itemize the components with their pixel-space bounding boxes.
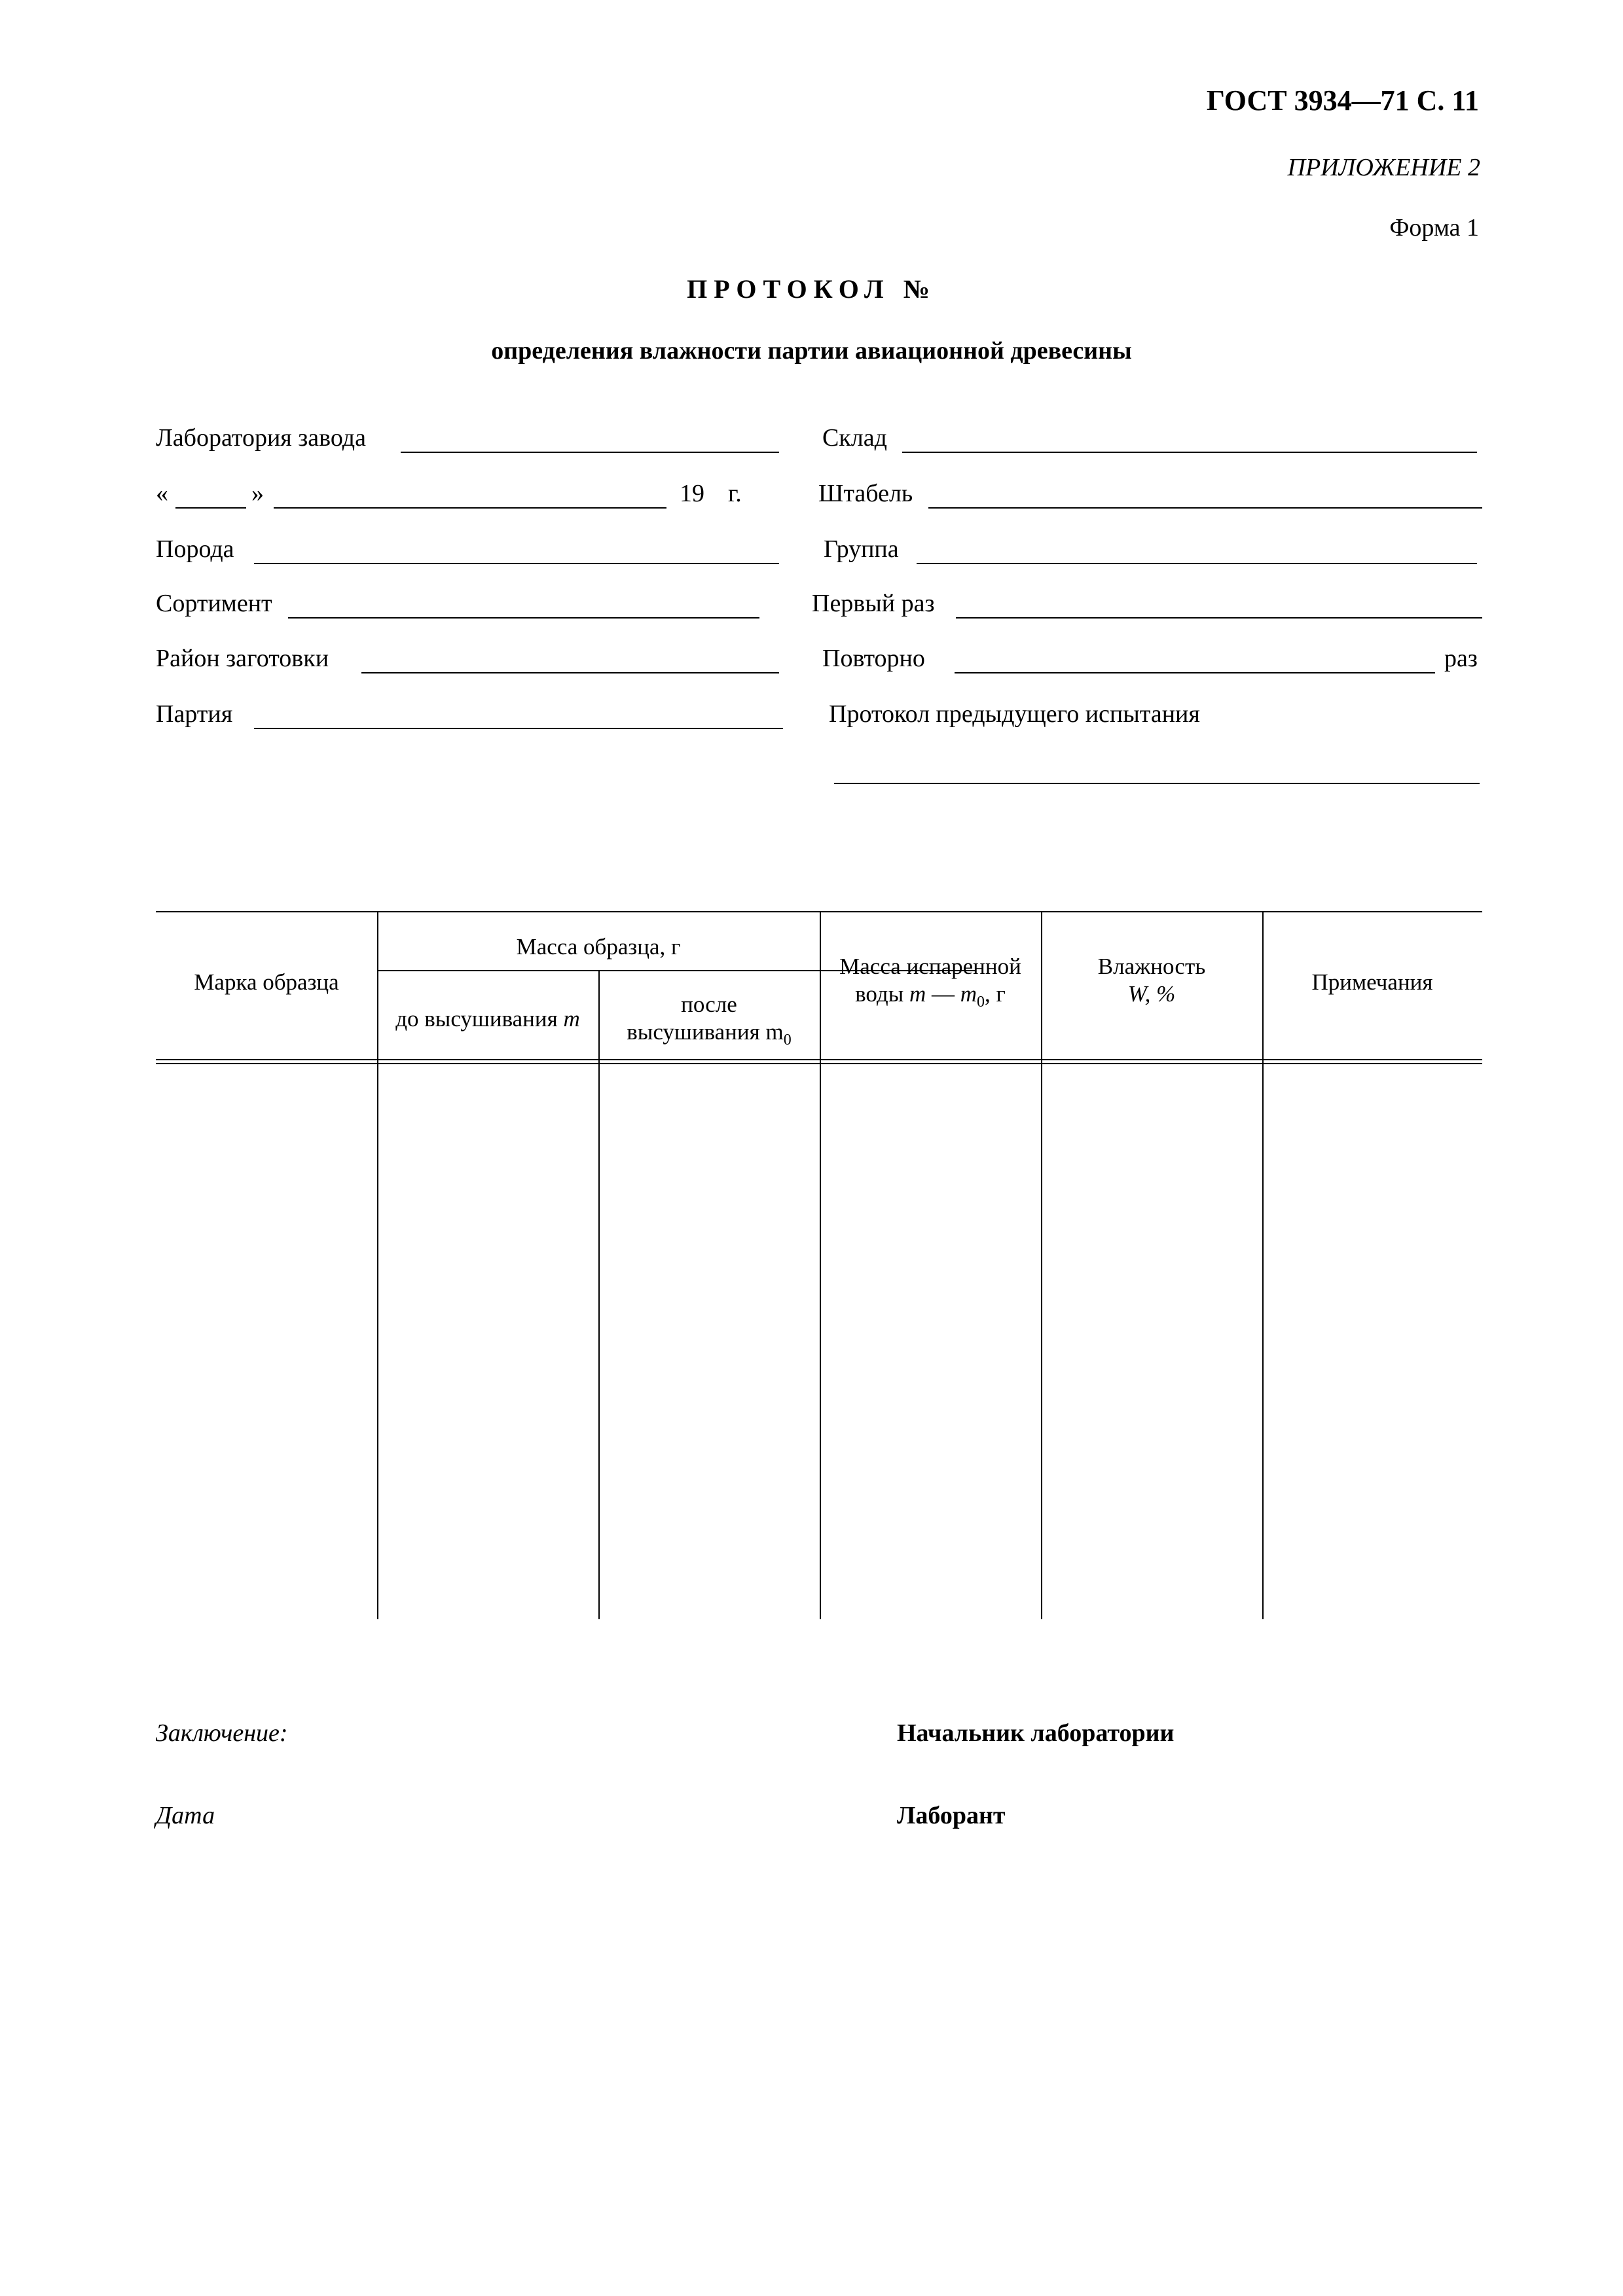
date-month-input[interactable] (274, 507, 666, 509)
field-repeat-suffix: раз (1444, 645, 1478, 672)
field-group-input[interactable] (917, 563, 1477, 564)
header-moisture (1041, 953, 1262, 1008)
field-species-label: Порода (156, 535, 234, 563)
field-stack-input[interactable] (928, 507, 1482, 509)
header-evaporated-line1: Масса испаренной (839, 954, 1021, 979)
column-divider (598, 970, 600, 1619)
column-divider (1262, 911, 1264, 1619)
date-label: Дата (156, 1802, 215, 1829)
field-batch-input[interactable] (254, 728, 783, 729)
appendix-label: ПРИЛОЖЕНИЕ 2 (1287, 154, 1480, 181)
conclusion-label: Заключение: (156, 1719, 288, 1747)
field-lab-input[interactable] (401, 452, 779, 453)
protocol-title: ПРОТОКОЛ № (687, 274, 936, 304)
field-warehouse-input[interactable] (902, 452, 1477, 453)
header-mass-before (377, 1005, 598, 1033)
field-first-time-label: Первый раз (812, 590, 935, 617)
column-divider (820, 911, 821, 1619)
field-batch-label: Партия (156, 700, 233, 728)
field-region-label: Район заготовки (156, 645, 329, 672)
gost-number: ГОСТ 3934—71 С. 11 (1206, 84, 1479, 117)
header-mass-before-text: до высушивания (395, 1006, 558, 1031)
date-close-quote: » (251, 480, 264, 507)
field-lab-label: Лаборатория завода (156, 424, 366, 452)
date-open-quote: « (156, 480, 168, 507)
header-mass-after-line2: высушивания $m_0$ (627, 1019, 792, 1049)
field-species-input[interactable] (254, 563, 779, 564)
header-double-rule-bottom (156, 1063, 1482, 1064)
field-group-label: Группа (824, 535, 899, 563)
protocol-subtitle: определения влажности партии авиационной древесины (491, 337, 1132, 365)
header-moisture-line1: Влажность (1097, 954, 1206, 979)
lab-assistant-label: Лаборант (897, 1802, 1006, 1829)
header-double-rule-top (156, 1059, 1482, 1060)
field-repeat-label: Повторно (822, 645, 925, 672)
column-divider (1041, 911, 1042, 1619)
head-of-lab-label: Начальник лаборатории (897, 1719, 1175, 1747)
header-mass-after (598, 991, 820, 1054)
header-evaporated-water (820, 953, 1041, 1016)
field-region-input[interactable] (361, 672, 779, 673)
field-assortment-label: Сортимент (156, 590, 272, 617)
date-year-suffix: г. (728, 480, 742, 507)
field-warehouse-label: Склад (822, 424, 887, 452)
header-sample-mark: Марка образца (194, 969, 339, 995)
sample-table (156, 911, 1482, 1619)
table-top-border (156, 911, 1482, 912)
field-previous-protocol-label: Протокол предыдущего испытания (829, 700, 1200, 728)
header-moisture-line2: W, % (1127, 981, 1176, 1007)
header-mass-before-symbol: m (563, 1006, 580, 1031)
form-label: Форма 1 (1389, 214, 1479, 242)
date-day-input[interactable] (175, 507, 246, 509)
field-repeat-input[interactable] (955, 672, 1435, 673)
header-evaporated-line2: воды m — $m_0$, г (855, 981, 1006, 1011)
field-assortment-input[interactable] (288, 617, 759, 619)
date-year-prefix: 19 (680, 480, 704, 507)
header-sample-mass: Масса образца, г (516, 934, 681, 960)
header-notes: Примечания (1311, 969, 1433, 995)
field-first-time-input[interactable] (956, 617, 1482, 619)
field-stack-label: Штабель (818, 480, 913, 507)
field-previous-protocol-input[interactable] (834, 783, 1480, 784)
header-mass-after-line1: после (681, 992, 737, 1017)
